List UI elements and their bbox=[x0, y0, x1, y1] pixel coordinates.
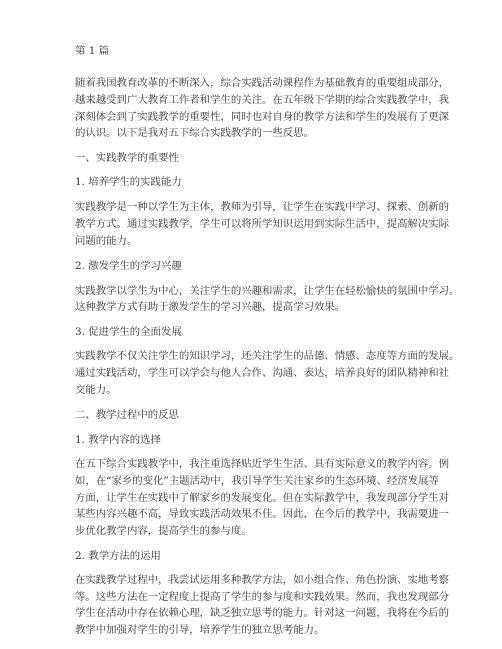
paragraph-line: 教学方式。通过实践教学，学生可以将所学知识运用到实际生活中，提高解决实际 bbox=[75, 218, 450, 230]
page-label: 第 1 篇 bbox=[75, 45, 109, 57]
paragraph-line: 步优化教学内容，提高学生的参与度。 bbox=[75, 525, 252, 537]
subsection-heading: 2. 激发学生的学习兴趣 bbox=[75, 259, 182, 272]
paragraph-line: 如，在“家乡的变化”主题活动中，我引导学生关注家乡的生态环境、经济发展等 bbox=[75, 475, 439, 488]
paragraph-line: 学生在活动中存在依赖心理，缺乏独立思考的能力。针对这一问题，我将在今后的 bbox=[75, 607, 450, 620]
paragraph-line: 方面，让学生在实践中了解家乡的发展变化。但在实际教学中，我发现部分学生对 bbox=[75, 491, 450, 504]
paragraph-line: 实践教学不仅关注学生的知识学习，还关注学生的品德、情感、态度等方面的发展。 bbox=[75, 350, 460, 363]
subsection-heading: 3. 促进学生的全面发展 bbox=[75, 326, 182, 339]
paragraph-line: 实践教学以学生为中心，关注学生的兴趣和需求，让学生在轻松愉快的氛围中学习。 bbox=[75, 284, 460, 297]
paragraph-line: 等。这些方法在一定程度上提高了学生的参与度和实践效果。然而，我也发现部分 bbox=[75, 590, 450, 603]
section-heading: 一、实践教学的重要性 bbox=[75, 152, 179, 165]
section-heading: 二、教学过程中的反思 bbox=[75, 408, 179, 421]
intro-line: 随着我国教育改革的不断深入，综合实践活动课程作为基础教育的重要组成部分， bbox=[75, 77, 450, 90]
intro-line: 越来越受到广大教育工作者和学生的关注。在五年级下学期的综合实践教学中，我 bbox=[75, 94, 450, 106]
paragraph-line: 这种教学方式有助于激发学生的学习兴趣，提高学习效果。 bbox=[75, 301, 346, 314]
paragraph-line: 通过实践活动，学生可以学会与他人合作、沟通、表达，培养良好的团队精神和社 bbox=[75, 366, 450, 379]
intro-line: 的认识。以下是我对五下综合实践教学的一些反思。 bbox=[75, 127, 314, 140]
paragraph-line: 教学中加强对学生的引导，培养学生的独立思考能力。 bbox=[75, 624, 325, 636]
subsection-heading: 1. 培养学生的实践能力 bbox=[75, 176, 182, 189]
paragraph-line: 在五下综合实践教学中，我注重选择贴近学生生活、具有实际意义的教学内容。例 bbox=[75, 458, 450, 471]
subsection-heading: 1. 教学内容的选择 bbox=[75, 433, 161, 446]
paragraph-line: 交能力。 bbox=[75, 383, 117, 396]
paragraph-line: 在实践教学过程中，我尝试运用多种教学方法，如小组合作、角色扮演、实地考察 bbox=[75, 574, 450, 587]
intro-line: 深刻体会到了实践教学的重要性，同时也对自身的教学方法和学生的发展有了更深 bbox=[75, 110, 450, 123]
paragraph-line: 某些内容兴趣不高，导致实践活动效果不佳。因此，在今后的教学中，我需要进一 bbox=[75, 508, 450, 521]
paragraph-line: 实践教学是一种以学生为主体，教师为引导，让学生在实践中学习、探索、创新的 bbox=[75, 201, 450, 214]
subsection-heading: 2. 教学方法的运用 bbox=[75, 550, 161, 562]
paragraph-line: 问题的能力。 bbox=[75, 234, 138, 247]
